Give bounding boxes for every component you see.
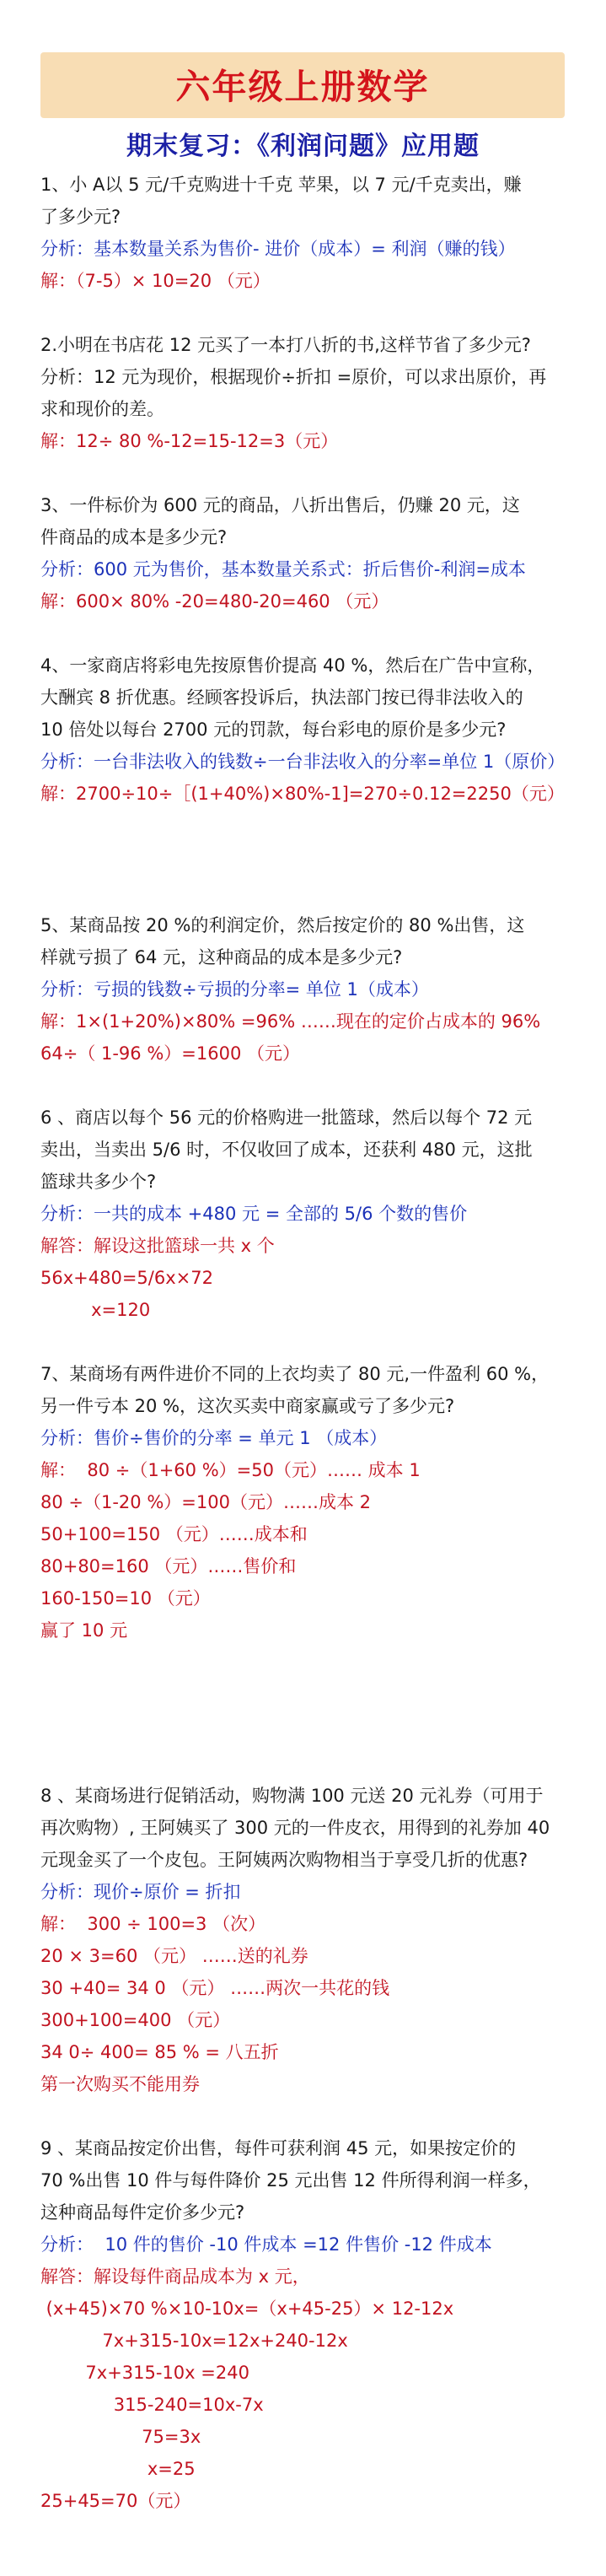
solution-line: 7x+315-10x =240 bbox=[40, 2363, 249, 2383]
solution-line: 300+100=400 （元） bbox=[40, 2010, 231, 2030]
analysis-line: 分析：一台非法收入的钱数÷一台非法收入的分率=单位 1（原价） bbox=[40, 752, 566, 772]
solution-line: 160-150=10 （元） bbox=[40, 1588, 211, 1609]
question-line: 分析：12 元为现价，根据现价÷折扣 =原价，可以求出原价，再 bbox=[40, 367, 547, 387]
solution-line: 解：600× 80% -20=480-20=460 （元） bbox=[40, 591, 389, 612]
solution-line: 34 0÷ 400= 85 % = 八五折 bbox=[40, 2042, 279, 2062]
question-line: 样就亏损了 64 元，这种商品的成本是多少元? bbox=[40, 947, 403, 967]
analysis-line: 分析：基本数量关系为售价- 进价（成本）= 利润（赚的钱） bbox=[40, 239, 516, 259]
solution-line: 64÷（ 1-96 %）=1600 （元） bbox=[40, 1043, 300, 1064]
solution-line: 解：（7-5）× 10=20 （元） bbox=[40, 271, 271, 291]
solution-line: 解答：解设这批篮球一共 x 个 bbox=[40, 1236, 275, 1256]
solution-line: 80 ÷（1-20 %）=100（元）……成本 2 bbox=[40, 1492, 371, 1512]
question-line: 大酬宾 8 折优惠。经顾客投诉后，执法部门按已得非法收入的 bbox=[40, 687, 523, 708]
problem-list bbox=[40, 169, 580, 2517]
problem-2 bbox=[40, 329, 580, 457]
problem-1 bbox=[40, 169, 580, 297]
solution-line: 50+100=150 （元）……成本和 bbox=[40, 1524, 308, 1544]
solution-line: 解： 300 ÷ 100=3 （次） bbox=[40, 1914, 266, 1934]
problem-6 bbox=[40, 1102, 580, 1326]
question-line: 卖出，当卖出 5/6 时，不仅收回了成本，还获利 480 元，这批 bbox=[40, 1140, 533, 1160]
solution-line: 80+80=160 （元）……售价和 bbox=[40, 1556, 297, 1576]
question-line: 篮球共多少个? bbox=[40, 1172, 157, 1192]
question-line: 1、小 A以 5 元/千克购进十千克 苹果，以 7 元/千克卖出，赚 bbox=[40, 175, 522, 195]
question-line: 9 、某商品按定价出售，每件可获利润 45 元，如果按定价的 bbox=[40, 2138, 517, 2158]
analysis-line: 分析：亏损的钱数÷亏损的分率= 单位 1（成本） bbox=[40, 979, 429, 1000]
page-title: 六年级上册数学 bbox=[175, 67, 430, 107]
question-line: 这种商品每件定价多少元? bbox=[40, 2202, 245, 2223]
solution-line: 7x+315-10x=12x+240-12x bbox=[40, 2331, 348, 2351]
question-line: 6 、商店以每个 56 元的价格购进一批篮球，然后以每个 72 元 bbox=[40, 1107, 533, 1128]
question-line: 再次购物）, 王阿姨买了 300 元的一件皮衣，用得到的礼券加 40 bbox=[40, 1818, 550, 1838]
solution-line: 56x+480=5/6x×72 bbox=[40, 1268, 213, 1288]
solution-line: 赢了 10 元 bbox=[40, 1620, 128, 1641]
analysis-line: 分析：600 元为售价，基本数量关系式：折后售价-利润=成本 bbox=[40, 559, 526, 579]
solution-line: x=120 bbox=[40, 1300, 151, 1320]
problem-9 bbox=[40, 2132, 580, 2517]
question-line: 元现金买了一个皮包。王阿姨两次购物相当于享受几折的优惠? bbox=[40, 1850, 528, 1870]
problem-3 bbox=[40, 489, 580, 617]
question-line: 2.小明在书店花 12 元买了一本打八折的书,这样节省了多少元? bbox=[40, 335, 531, 355]
question-line: 3、一件标价为 600 元的商品，八折出售后，仍赚 20 元，这 bbox=[40, 495, 520, 515]
analysis-line: 分析：一共的成本 +480 元 = 全部的 5/6 个数的售价 bbox=[40, 1204, 468, 1224]
question-line: 另一件亏本 20 %，这次买卖中商家赢或亏了多少元? bbox=[40, 1396, 455, 1416]
problem-8 bbox=[40, 1780, 580, 2100]
question-line: 4、一家商店将彩电先按原售价提高 40 %，然后在广告中宣称， bbox=[40, 655, 545, 676]
solution-line: 315-240=10x-7x bbox=[40, 2395, 264, 2415]
question-line: 7、某商场有两件进价不同的上衣均卖了 80 元,一件盈利 60 %， bbox=[40, 1364, 550, 1384]
question-line: 70 %出售 10 件与每件降价 25 元出售 12 件所得利润一样多， bbox=[40, 2170, 541, 2191]
question-line: 件商品的成本是多少元? bbox=[40, 527, 228, 547]
solution-line: 解：12÷ 80 %-12=15-12=3（元） bbox=[40, 431, 339, 451]
solution-line: 解： 80 ÷（1+60 %）=50（元）…… 成本 1 bbox=[40, 1460, 421, 1480]
analysis-line: 分析：售价÷售价的分率 = 单元 1 （成本） bbox=[40, 1428, 388, 1448]
question-line: 求和现价的差。 bbox=[40, 399, 164, 419]
solution-line: 解：2700÷10÷［(1+40%)×80%-1]=270÷0.12=2250（元） bbox=[40, 784, 565, 804]
solution-line: 解：1×(1+20%)×80% =96% ……现在的定价占成本的 96% bbox=[40, 1011, 541, 1032]
page-subtitle: 期末复习：《利润问题》应用题 bbox=[126, 132, 480, 161]
question-line: 8 、某商场进行促销活动，购物满 100 元送 20 元礼券（可用于 bbox=[40, 1786, 544, 1806]
analysis-line: 分析：现价÷原价 = 折扣 bbox=[40, 1882, 241, 1902]
solution-line: 75=3x bbox=[40, 2427, 201, 2447]
problem-5 bbox=[40, 909, 580, 1070]
question-line: 了多少元? bbox=[40, 207, 121, 227]
question-line: 10 倍处以每台 2700 元的罚款，每台彩电的原价是多少元? bbox=[40, 719, 507, 740]
question-line: 5、某商品按 20 %的利润定价，然后按定价的 80 %出售，这 bbox=[40, 915, 525, 935]
analysis-line: 分析： 10 件的售价 -10 件成本 =12 件售价 -12 件成本 bbox=[40, 2234, 492, 2255]
solution-line: 第一次购买不能用券 bbox=[40, 2074, 200, 2094]
solution-line: 30 +40= 34 0 （元） ……两次一共花的钱 bbox=[40, 1978, 390, 1998]
solution-line: x=25 bbox=[40, 2459, 196, 2479]
solution-line: (x+45)×70 %×10-10x=（x+45-25）× 12-12x bbox=[40, 2298, 454, 2319]
solution-line: 25+45=70（元） bbox=[40, 2491, 191, 2511]
solution-line: 20 × 3=60 （元） ……送的礼券 bbox=[40, 1946, 308, 1966]
solution-line: 解答：解设每件商品成本为 x 元， bbox=[40, 2266, 310, 2287]
problem-7 bbox=[40, 1358, 580, 1646]
problem-4 bbox=[40, 649, 580, 810]
